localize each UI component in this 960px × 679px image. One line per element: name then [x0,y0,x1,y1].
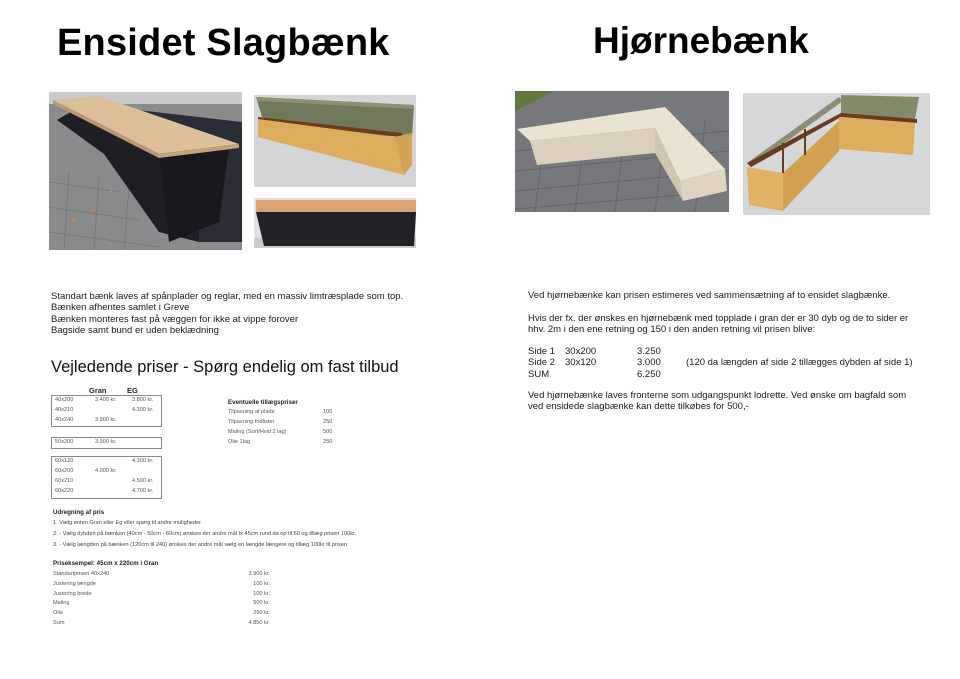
table-row: 40x200 3.400 kr. 3.800 kr. [55,397,154,403]
table-row: Side 1 30x200 3.250 [528,346,661,357]
table-row: Tilpasning fodlister 250 [228,419,333,425]
table-row: Justering længde 100 kr. [53,580,270,587]
footer-text-line: ved ensidede slagbænke kan dette tilkøbes for 500,- [528,401,749,413]
table-row: 40x210 4.300 kr. [55,407,154,413]
price-table-group-60 [51,456,162,499]
photo-corner-bench [515,91,729,212]
extras-table [228,399,340,449]
extras-heading: Eventuelle tillægspriser [228,399,298,406]
calculation-step: 2. - Vælg dybden på bænken (40cm - 50cm - 60cm) ønskes der andre mål fx 45cm rund da op til 50 og tillæg prisen 100kr. [53,531,357,537]
price-table-group-50 [51,437,162,449]
render-corner-bench [743,93,930,215]
right-page-title: Hjørnebænk [593,20,809,61]
price-table-group-40 [51,395,162,427]
example-heading: Priseksempel: 45cm x 220cm i Gran [53,560,159,567]
table-row: Olie 1lag 250 [228,439,333,445]
table-row: Tilpasning af plade 100 [228,409,333,415]
photo-black-bench-wood-top [49,92,242,250]
calculation-step: 1. Vælg enten Gran eller Eg eller spørg til andre muligheder. [53,520,203,526]
table-row: 60x210 4.500 kr. [55,478,154,484]
price-example [53,560,273,630]
description-line: Bænken afhentes samlet i Greve [51,302,190,314]
description-line: Standart bænk laves af spånplader og reglar, med en massiv limtræsplade som top. [51,291,404,302]
table-row: Maling (Sort/Hvid 2 lag) 500 [228,429,333,435]
example-text-line: Hvis der fx. der ønskes en hjørnebænk med topplade i gran der er 30 dyb og de to sider er [528,313,909,324]
render-bench-open-lid [254,95,416,187]
calculation-heading: Udregning af pris [53,509,105,516]
corner-calculation [528,346,928,380]
left-page-title: Ensidet Slagbænk [57,22,390,64]
table-row: Side 2 30x120 3.000 (120 da længden af side 2 tillægges dybden af side 1) [528,357,913,369]
table-row: Standartprisen 40x240 3.900 kr. [53,571,270,577]
table-row: 50x200 3.900 kr. [55,439,117,445]
description-line: Bagside samt bund er uden beklædning [51,325,219,337]
column-header-eg: EG [127,386,138,395]
calculation-section [53,509,356,553]
column-header-gran: Gran [89,386,107,395]
table-row: 40x240 3.900 kr. [55,417,117,423]
description-line: Bænken monteres fast på væggen for ikke at vippe forover [51,313,299,325]
price-heading: Vejledende priser - Spørg endelig om fast tilbud [51,358,399,376]
left-description [51,291,403,337]
calculation-step: 3. - Vælg længden på bænken (120cm til 240) ønskes der andre mål vælg en længde længere og tillæg 100kr til prisen [53,542,348,548]
table-row: Justering brede 100 kr. [53,590,270,597]
example-text-line: hhv. 2m i den ene retning og 150 i den anden retning vil prisen blive: [528,324,816,336]
table-row: 60x120 4.300 kr. [55,458,154,464]
corner-intro: Ved hjørnebænke kan prisen estimeres ved sammensætning af to ensidet slagbænke. [528,290,891,301]
corner-footer-text [528,390,906,413]
table-row: 60x200 4.000 kr. [55,468,117,474]
table-row: 60x220 4.700 kr. [55,488,154,494]
photo-bench-front [254,198,416,248]
table-row: Olie 250 kr. [53,610,270,617]
footer-text-line: Ved hjørnebænke laves fronterne som udgangspunkt lodrette. Ved ønske om bagfald som [528,390,907,401]
corner-example-text [528,313,908,336]
table-row: SUM 6.250 [528,368,661,380]
table-row: Sum 4.850 kr. [53,619,270,626]
table-row: Maling 500 kr. [53,600,270,607]
